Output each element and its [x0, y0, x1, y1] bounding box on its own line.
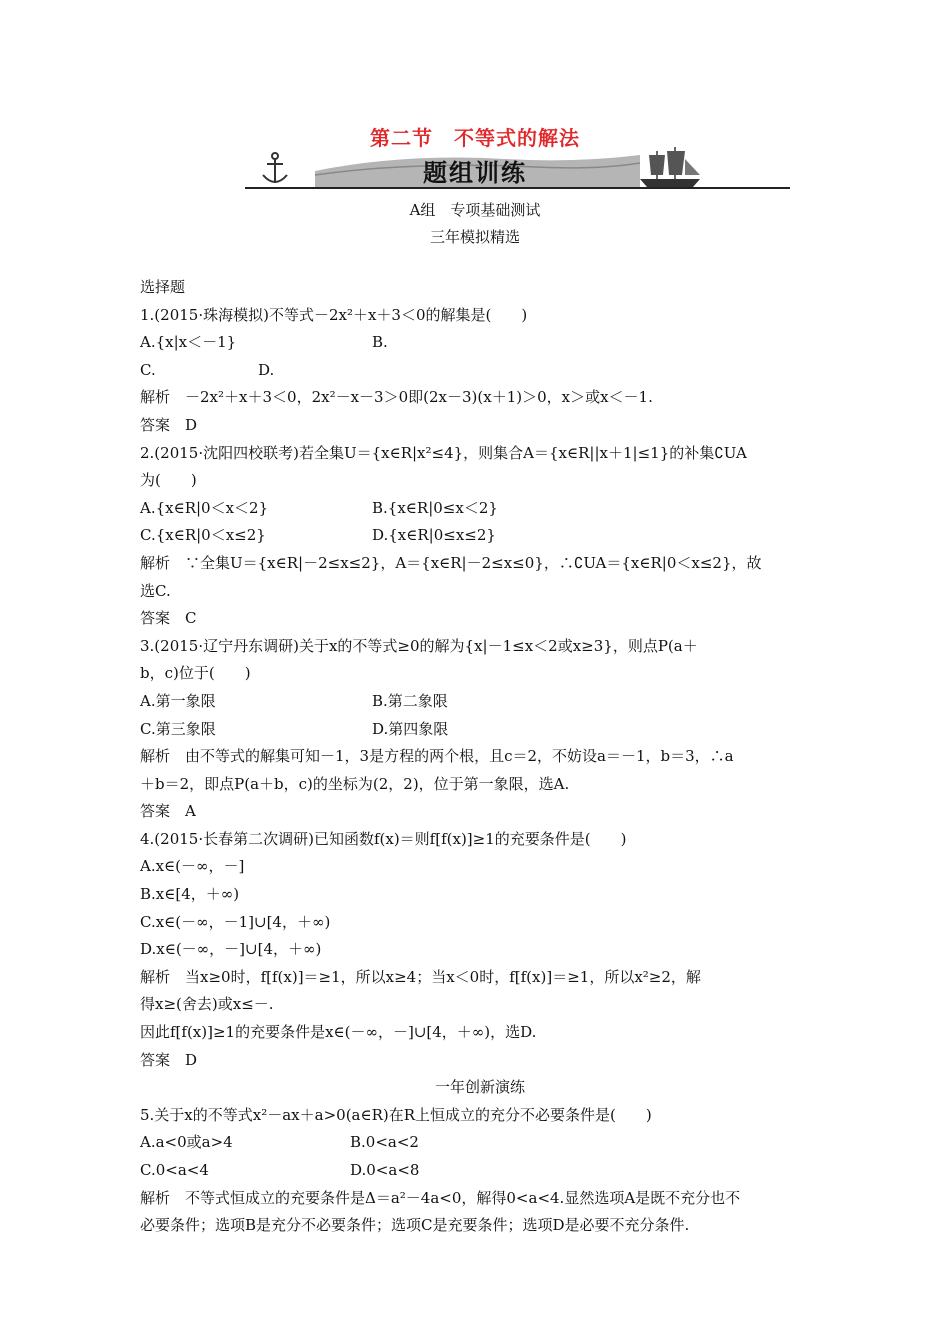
q5-options-cd [140, 1157, 820, 1185]
q3-option-a: A.第一象限 [140, 691, 216, 710]
q1-stem: 1.(2015·珠海模拟)不等式－2x²＋x＋3＜0的解集是( ) [140, 305, 528, 324]
q3-option-d: D.第四象限 [372, 719, 449, 738]
q5-options-ab [140, 1129, 820, 1157]
q5-stem: 5.关于x的不等式x²－ax＋a>0(a∈R)在R上恒成立的充分不必要条件是( ) [140, 1105, 652, 1124]
q5-analysis: 解析 不等式恒成立的充要条件是Δ＝a²－4a<0，解得0<a<4.显然选项A是既不充分也不 [140, 1188, 741, 1207]
q3-option-b: B.第二象限 [372, 691, 448, 710]
q4-answer: 答案 D [140, 1050, 198, 1069]
banner-title: 题组训练 [423, 159, 527, 187]
q2-option-b: B.{x∈R|0≤x＜2} [372, 498, 498, 517]
q2-option-c: C.{x∈R|0＜x≤2} [140, 526, 266, 545]
q1-options-ab [140, 329, 820, 357]
q4-option-b: B.x∈[4，＋∞) [140, 885, 240, 904]
q1-option-d: D. [258, 360, 275, 379]
q3-options-cd [140, 716, 820, 744]
q1-analysis: 解析 －2x²＋x＋3＜0，2x²－x－3＞0即(2x－3)(x＋1)＞0，x＞或x＜－1. [140, 388, 653, 407]
q4-stem: 4.(2015·长春第二次调研)已知函数f(x)＝则f[f(x)]≥1的充要条件是( ) [140, 829, 627, 848]
q4-option-d: D.x∈(－∞，－]∪[4，＋∞) [140, 940, 322, 959]
group-subtitle: 三年模拟精选 [429, 228, 520, 246]
q3-analysis: 解析 由不等式的解集可知－1，3是方程的两个根，且c＝2，不妨设a＝－1，b＝3，∴a [140, 747, 734, 766]
q1-option-b: B. [372, 333, 388, 352]
q2-option-d: D.{x∈R|0≤x≤2} [372, 526, 496, 545]
q2-option-a: A.{x∈R|0＜x＜2} [140, 498, 269, 517]
section-title: 第二节 不等式的解法 [370, 126, 580, 150]
q5-option-a: A.a<0或a>4 [140, 1133, 233, 1152]
q3-stem: 3.(2015·辽宁丹东调研)关于x的不等式≥0的解为{x|－1≤x＜2或x≥3}，则点P(a＋ [140, 636, 698, 655]
q4-analysis-cont: 得x≥(舍去)或x≤－. [140, 995, 274, 1014]
q3-stem-cont: b，c)位于( ) [140, 664, 251, 683]
q5-option-b: B.0<a<2 [350, 1133, 419, 1152]
q4-option-c: C.x∈(－∞，－1]∪[4，＋∞) [140, 912, 331, 931]
q2-stem-cont: 为( ) [140, 471, 197, 490]
q2-options-ab [140, 495, 820, 523]
q4-analysis: 解析 当x≥0时，f[f(x)]＝≥1，所以x≥4；当x＜0时，f[f(x)]＝≥1，所以x²≥2，解 [140, 967, 701, 986]
group-title: A组 专项基础测试 [409, 201, 541, 219]
q4-analysis-conclusion: 因此f[f(x)]≥1的充要条件是x∈(－∞，－]∪[4，＋∞)，选D. [140, 1023, 537, 1042]
q2-options-cd [140, 522, 820, 550]
q1-options-cd [140, 357, 820, 385]
q2-analysis-cont: 选C. [140, 581, 171, 600]
q5-analysis-cont: 必要条件；选项B是充分不必要条件；选项C是充要条件；选项D是必要不充分条件. [140, 1216, 690, 1235]
q3-answer: 答案 A [140, 802, 196, 821]
q1-option-c: C. [140, 360, 156, 379]
q2-answer: 答案 C [140, 609, 197, 628]
q2-analysis: 解析 ∵全集U＝{x∈R|－2≤x≤2}，A＝{x∈R|－2≤x≤0}，∴∁UA＝{x∈R|0＜x≤2}，故 [140, 553, 762, 572]
section-label: 选择题 [140, 278, 186, 296]
q5-option-d: D.0<a<8 [350, 1161, 420, 1179]
q4-option-a: A.x∈(－∞，－] [140, 857, 245, 876]
q3-analysis-cont: ＋b＝2，即点P(a＋b，c)的坐标为(2，2)，位于第一象限，选A. [140, 774, 570, 793]
subsection-title: 一年创新演练 [434, 1078, 525, 1097]
question-list [140, 274, 820, 1240]
q3-options-ab [140, 688, 820, 716]
q1-option-a: A.{x|x＜－1} [140, 333, 237, 352]
q2-stem: 2.(2015·沈阳四校联考)若全集U＝{x∈R|x²≤4}，则集合A＝{x∈R||x＋1|≤1}的补集∁UA [140, 443, 747, 462]
q3-option-c: C.第三象限 [140, 719, 216, 738]
q5-option-c: C.0<a<4 [140, 1161, 209, 1179]
q1-answer: 答案 D [140, 415, 198, 434]
